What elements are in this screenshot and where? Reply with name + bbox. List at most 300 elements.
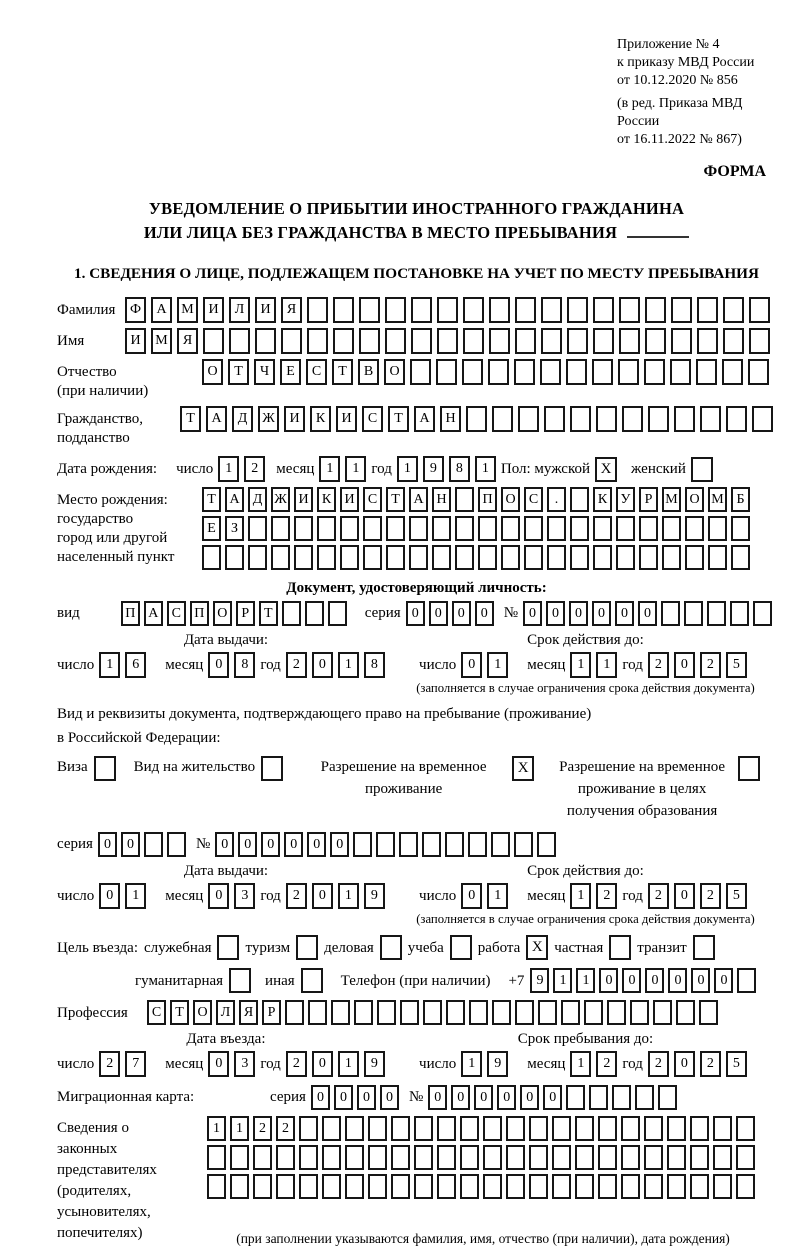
char-box[interactable] <box>700 406 721 432</box>
char-box[interactable]: О <box>685 487 704 512</box>
char-box[interactable] <box>529 1174 548 1199</box>
char-box[interactable]: 0 <box>215 832 234 857</box>
char-box[interactable] <box>736 1145 755 1170</box>
char-box[interactable]: 0 <box>475 601 494 626</box>
char-box[interactable]: 0 <box>121 832 140 857</box>
char-box[interactable]: 0 <box>714 968 733 993</box>
char-box[interactable] <box>696 359 717 385</box>
char-box[interactable]: 0 <box>429 601 448 626</box>
char-box[interactable] <box>552 1116 571 1141</box>
char-box[interactable] <box>567 328 588 354</box>
char-box[interactable] <box>488 359 509 385</box>
char-box[interactable] <box>529 1145 548 1170</box>
char-box[interactable] <box>368 1116 387 1141</box>
char-box[interactable] <box>455 545 474 570</box>
char-box[interactable] <box>723 328 744 354</box>
char-box[interactable] <box>635 1085 654 1110</box>
char-box[interactable]: 9 <box>530 968 549 993</box>
char-box[interactable] <box>253 1145 272 1170</box>
char-box[interactable] <box>690 1145 709 1170</box>
checkbox-purpose-work[interactable]: X <box>526 935 548 960</box>
checkbox-residence-permit[interactable] <box>261 756 283 781</box>
char-box[interactable] <box>644 1174 663 1199</box>
char-box[interactable]: 9 <box>364 1051 385 1077</box>
char-box[interactable] <box>276 1174 295 1199</box>
char-box[interactable] <box>455 487 474 512</box>
char-box[interactable]: 2 <box>700 883 721 909</box>
char-box[interactable]: М <box>151 328 172 354</box>
char-box[interactable] <box>671 328 692 354</box>
char-box[interactable] <box>455 516 474 541</box>
char-box[interactable] <box>271 545 290 570</box>
char-box[interactable] <box>639 545 658 570</box>
char-box[interactable]: 1 <box>570 883 591 909</box>
char-box[interactable]: 2 <box>700 652 721 678</box>
char-box[interactable] <box>598 1174 617 1199</box>
char-box[interactable] <box>460 1145 479 1170</box>
char-box[interactable] <box>570 487 589 512</box>
char-box[interactable] <box>753 601 772 626</box>
char-box[interactable] <box>229 328 250 354</box>
char-box[interactable]: Е <box>280 359 301 385</box>
char-box[interactable]: 3 <box>234 1051 255 1077</box>
char-box[interactable]: Я <box>239 1000 258 1025</box>
char-box[interactable]: 2 <box>648 1051 669 1077</box>
char-box[interactable]: И <box>284 406 305 432</box>
checkbox-purpose-private[interactable] <box>609 935 631 960</box>
char-box[interactable]: 0 <box>380 1085 399 1110</box>
char-box[interactable] <box>708 516 727 541</box>
char-box[interactable] <box>462 359 483 385</box>
char-box[interactable] <box>340 516 359 541</box>
char-box[interactable]: Н <box>440 406 461 432</box>
char-box[interactable] <box>317 516 336 541</box>
char-box[interactable]: 2 <box>648 883 669 909</box>
char-box[interactable]: П <box>478 487 497 512</box>
char-box[interactable]: 0 <box>238 832 257 857</box>
char-box[interactable] <box>333 297 354 323</box>
char-box[interactable] <box>322 1116 341 1141</box>
char-box[interactable] <box>436 359 457 385</box>
char-box[interactable] <box>328 601 347 626</box>
checkbox-purpose-tourism[interactable] <box>296 935 318 960</box>
char-box[interactable]: 0 <box>406 601 425 626</box>
checkbox-female[interactable] <box>691 457 713 482</box>
char-box[interactable] <box>607 1000 626 1025</box>
char-box[interactable] <box>540 359 561 385</box>
char-box[interactable]: Ф <box>125 297 146 323</box>
char-box[interactable]: 2 <box>276 1116 295 1141</box>
char-box[interactable] <box>294 516 313 541</box>
char-box[interactable] <box>399 832 418 857</box>
char-box[interactable]: 2 <box>286 883 307 909</box>
char-box[interactable]: Т <box>386 487 405 512</box>
char-box[interactable] <box>514 832 533 857</box>
char-box[interactable] <box>411 297 432 323</box>
char-box[interactable]: 1 <box>461 1051 482 1077</box>
char-box[interactable] <box>584 1000 603 1025</box>
char-box[interactable] <box>376 832 395 857</box>
char-box[interactable] <box>385 328 406 354</box>
char-box[interactable]: 5 <box>726 883 747 909</box>
char-box[interactable]: 2 <box>253 1116 272 1141</box>
char-box[interactable] <box>661 601 680 626</box>
char-box[interactable] <box>501 545 520 570</box>
char-box[interactable] <box>506 1145 525 1170</box>
char-box[interactable] <box>225 545 244 570</box>
char-box[interactable] <box>255 328 276 354</box>
char-box[interactable]: 9 <box>364 883 385 909</box>
char-box[interactable]: С <box>167 601 186 626</box>
char-box[interactable] <box>463 328 484 354</box>
char-box[interactable] <box>644 359 665 385</box>
char-box[interactable]: Н <box>432 487 451 512</box>
char-box[interactable]: 0 <box>261 832 280 857</box>
char-box[interactable] <box>552 1145 571 1170</box>
char-box[interactable] <box>529 1116 548 1141</box>
char-box[interactable] <box>492 406 513 432</box>
char-box[interactable]: Ч <box>254 359 275 385</box>
char-box[interactable]: 9 <box>423 456 444 482</box>
char-box[interactable]: 0 <box>208 1051 229 1077</box>
char-box[interactable]: И <box>203 297 224 323</box>
char-box[interactable] <box>699 1000 718 1025</box>
char-box[interactable] <box>501 516 520 541</box>
char-box[interactable] <box>736 1174 755 1199</box>
char-box[interactable]: П <box>190 601 209 626</box>
char-box[interactable] <box>538 1000 557 1025</box>
char-box[interactable]: 8 <box>449 456 470 482</box>
char-box[interactable] <box>354 1000 373 1025</box>
char-box[interactable]: 0 <box>668 968 687 993</box>
char-box[interactable]: 0 <box>451 1085 470 1110</box>
char-box[interactable] <box>478 516 497 541</box>
char-box[interactable] <box>616 516 635 541</box>
char-box[interactable] <box>713 1116 732 1141</box>
checkbox-purpose-official[interactable] <box>217 935 239 960</box>
char-box[interactable]: 2 <box>596 883 617 909</box>
char-box[interactable] <box>593 545 612 570</box>
char-box[interactable] <box>491 832 510 857</box>
char-box[interactable] <box>570 406 591 432</box>
char-box[interactable] <box>570 516 589 541</box>
char-box[interactable]: С <box>147 1000 166 1025</box>
char-box[interactable]: 5 <box>726 1051 747 1077</box>
char-box[interactable]: Б <box>731 487 750 512</box>
char-box[interactable] <box>345 1174 364 1199</box>
char-box[interactable]: 0 <box>638 601 657 626</box>
char-box[interactable] <box>566 359 587 385</box>
char-box[interactable]: 1 <box>207 1116 226 1141</box>
char-box[interactable]: О <box>213 601 232 626</box>
char-box[interactable]: Л <box>216 1000 235 1025</box>
char-box[interactable]: 0 <box>312 1051 333 1077</box>
char-box[interactable]: М <box>662 487 681 512</box>
char-box[interactable] <box>662 516 681 541</box>
char-box[interactable] <box>697 328 718 354</box>
char-box[interactable] <box>411 328 432 354</box>
char-box[interactable]: 0 <box>497 1085 516 1110</box>
char-box[interactable] <box>463 297 484 323</box>
char-box[interactable] <box>547 516 566 541</box>
char-box[interactable] <box>483 1145 502 1170</box>
char-box[interactable] <box>737 968 756 993</box>
char-box[interactable] <box>345 1116 364 1141</box>
char-box[interactable] <box>713 1145 732 1170</box>
char-box[interactable] <box>685 516 704 541</box>
char-box[interactable]: 1 <box>338 652 359 678</box>
char-box[interactable]: А <box>414 406 435 432</box>
char-box[interactable] <box>541 297 562 323</box>
char-box[interactable] <box>492 1000 511 1025</box>
char-box[interactable] <box>285 1000 304 1025</box>
char-box[interactable]: С <box>524 487 543 512</box>
char-box[interactable] <box>437 1116 456 1141</box>
char-box[interactable] <box>561 1000 580 1025</box>
char-box[interactable] <box>575 1116 594 1141</box>
char-box[interactable] <box>432 545 451 570</box>
char-box[interactable] <box>391 1174 410 1199</box>
char-box[interactable] <box>736 1116 755 1141</box>
char-box[interactable] <box>469 1000 488 1025</box>
char-box[interactable] <box>414 1174 433 1199</box>
checkbox-male[interactable]: X <box>595 457 617 482</box>
char-box[interactable] <box>697 297 718 323</box>
char-box[interactable] <box>723 297 744 323</box>
char-box[interactable] <box>639 516 658 541</box>
char-box[interactable] <box>308 1000 327 1025</box>
char-box[interactable]: 1 <box>487 652 508 678</box>
char-box[interactable] <box>489 297 510 323</box>
char-box[interactable]: Т <box>228 359 249 385</box>
checkbox-purpose-transit[interactable] <box>693 935 715 960</box>
char-box[interactable]: О <box>501 487 520 512</box>
char-box[interactable] <box>353 832 372 857</box>
char-box[interactable] <box>514 359 535 385</box>
char-box[interactable] <box>670 359 691 385</box>
char-box[interactable] <box>618 359 639 385</box>
char-box[interactable]: К <box>310 406 331 432</box>
char-box[interactable]: Л <box>229 297 250 323</box>
char-box[interactable] <box>359 328 380 354</box>
char-box[interactable]: 0 <box>311 1085 330 1110</box>
char-box[interactable] <box>518 406 539 432</box>
char-box[interactable] <box>437 1145 456 1170</box>
char-box[interactable]: 0 <box>546 601 565 626</box>
char-box[interactable] <box>359 297 380 323</box>
char-box[interactable]: А <box>225 487 244 512</box>
char-box[interactable] <box>299 1174 318 1199</box>
char-box[interactable] <box>644 1116 663 1141</box>
char-box[interactable] <box>391 1116 410 1141</box>
char-box[interactable]: 6 <box>125 652 146 678</box>
char-box[interactable]: 3 <box>234 883 255 909</box>
char-box[interactable]: Ж <box>271 487 290 512</box>
char-box[interactable] <box>671 297 692 323</box>
char-box[interactable]: М <box>708 487 727 512</box>
char-box[interactable] <box>722 359 743 385</box>
char-box[interactable]: 0 <box>312 652 333 678</box>
char-box[interactable] <box>446 1000 465 1025</box>
char-box[interactable] <box>684 601 703 626</box>
char-box[interactable]: Р <box>262 1000 281 1025</box>
char-box[interactable] <box>331 1000 350 1025</box>
char-box[interactable] <box>506 1116 525 1141</box>
char-box[interactable]: А <box>144 601 163 626</box>
char-box[interactable] <box>593 328 614 354</box>
char-box[interactable] <box>575 1174 594 1199</box>
char-box[interactable]: 1 <box>338 1051 359 1077</box>
char-box[interactable]: 1 <box>570 652 591 678</box>
char-box[interactable]: 2 <box>648 652 669 678</box>
char-box[interactable] <box>305 601 324 626</box>
char-box[interactable] <box>524 516 543 541</box>
checkbox-purpose-business[interactable] <box>380 935 402 960</box>
char-box[interactable]: 8 <box>234 652 255 678</box>
char-box[interactable] <box>466 406 487 432</box>
char-box[interactable] <box>598 1116 617 1141</box>
char-box[interactable]: К <box>593 487 612 512</box>
char-box[interactable] <box>593 516 612 541</box>
char-box[interactable] <box>422 832 441 857</box>
char-box[interactable]: Я <box>177 328 198 354</box>
char-box[interactable] <box>570 545 589 570</box>
char-box[interactable] <box>414 1145 433 1170</box>
char-box[interactable] <box>648 406 669 432</box>
char-box[interactable] <box>410 359 431 385</box>
char-box[interactable]: 9 <box>487 1051 508 1077</box>
char-box[interactable]: К <box>317 487 336 512</box>
char-box[interactable] <box>333 328 354 354</box>
char-box[interactable]: С <box>306 359 327 385</box>
char-box[interactable]: 0 <box>523 601 542 626</box>
char-box[interactable] <box>506 1174 525 1199</box>
char-box[interactable]: 1 <box>230 1116 249 1141</box>
char-box[interactable] <box>593 297 614 323</box>
char-box[interactable] <box>307 297 328 323</box>
char-box[interactable] <box>726 406 747 432</box>
char-box[interactable]: Д <box>232 406 253 432</box>
char-box[interactable] <box>414 1116 433 1141</box>
char-box[interactable]: С <box>362 406 383 432</box>
char-box[interactable] <box>731 516 750 541</box>
char-box[interactable] <box>483 1116 502 1141</box>
char-box[interactable]: И <box>336 406 357 432</box>
char-box[interactable] <box>489 328 510 354</box>
char-box[interactable] <box>207 1145 226 1170</box>
char-box[interactable] <box>537 832 556 857</box>
char-box[interactable]: 1 <box>345 456 366 482</box>
char-box[interactable]: 0 <box>622 968 641 993</box>
char-box[interactable] <box>667 1174 686 1199</box>
char-box[interactable]: А <box>409 487 428 512</box>
char-box[interactable] <box>674 406 695 432</box>
char-box[interactable]: 0 <box>208 883 229 909</box>
char-box[interactable] <box>432 516 451 541</box>
char-box[interactable]: 2 <box>286 1051 307 1077</box>
char-box[interactable]: 0 <box>357 1085 376 1110</box>
char-box[interactable] <box>299 1145 318 1170</box>
char-box[interactable] <box>377 1000 396 1025</box>
char-box[interactable] <box>478 545 497 570</box>
char-box[interactable]: С <box>363 487 382 512</box>
char-box[interactable] <box>363 545 382 570</box>
char-box[interactable]: 0 <box>674 1051 695 1077</box>
char-box[interactable] <box>203 328 224 354</box>
char-box[interactable]: 0 <box>543 1085 562 1110</box>
char-box[interactable] <box>253 1174 272 1199</box>
char-box[interactable] <box>368 1145 387 1170</box>
char-box[interactable] <box>707 601 726 626</box>
char-box[interactable] <box>621 1174 640 1199</box>
char-box[interactable] <box>589 1085 608 1110</box>
char-box[interactable] <box>653 1000 672 1025</box>
char-box[interactable] <box>363 516 382 541</box>
char-box[interactable] <box>202 545 221 570</box>
char-box[interactable]: 0 <box>312 883 333 909</box>
char-box[interactable]: 1 <box>570 1051 591 1077</box>
char-box[interactable] <box>276 1145 295 1170</box>
char-box[interactable] <box>460 1116 479 1141</box>
char-box[interactable]: 0 <box>208 652 229 678</box>
char-box[interactable]: В <box>358 359 379 385</box>
char-box[interactable]: 7 <box>125 1051 146 1077</box>
char-box[interactable]: 0 <box>99 883 120 909</box>
char-box[interactable] <box>445 832 464 857</box>
char-box[interactable] <box>667 1145 686 1170</box>
char-box[interactable]: А <box>206 406 227 432</box>
char-box[interactable]: 1 <box>338 883 359 909</box>
char-box[interactable] <box>644 1145 663 1170</box>
char-box[interactable] <box>385 297 406 323</box>
char-box[interactable] <box>483 1174 502 1199</box>
char-box[interactable] <box>345 1145 364 1170</box>
char-box[interactable]: 0 <box>307 832 326 857</box>
char-box[interactable] <box>460 1174 479 1199</box>
char-box[interactable] <box>713 1174 732 1199</box>
char-box[interactable]: 0 <box>691 968 710 993</box>
char-box[interactable] <box>468 832 487 857</box>
char-box[interactable]: 0 <box>428 1085 447 1110</box>
char-box[interactable]: О <box>193 1000 212 1025</box>
char-box[interactable]: Т <box>180 406 201 432</box>
char-box[interactable]: 1 <box>397 456 418 482</box>
char-box[interactable] <box>281 328 302 354</box>
checkbox-temp-residence-education[interactable] <box>738 756 760 781</box>
char-box[interactable] <box>409 545 428 570</box>
char-box[interactable]: Р <box>236 601 255 626</box>
char-box[interactable] <box>749 297 770 323</box>
char-box[interactable]: Т <box>170 1000 189 1025</box>
char-box[interactable] <box>322 1145 341 1170</box>
char-box[interactable]: 0 <box>330 832 349 857</box>
char-box[interactable]: И <box>340 487 359 512</box>
char-box[interactable] <box>248 545 267 570</box>
checkbox-visa[interactable] <box>94 756 116 781</box>
char-box[interactable] <box>658 1085 677 1110</box>
char-box[interactable]: 1 <box>596 652 617 678</box>
char-box[interactable] <box>630 1000 649 1025</box>
char-box[interactable]: Д <box>248 487 267 512</box>
char-box[interactable] <box>592 359 613 385</box>
checkbox-temp-residence[interactable]: X <box>512 756 534 781</box>
char-box[interactable] <box>612 1085 631 1110</box>
char-box[interactable]: З <box>225 516 244 541</box>
char-box[interactable]: Т <box>202 487 221 512</box>
char-box[interactable] <box>400 1000 419 1025</box>
char-box[interactable]: 8 <box>364 652 385 678</box>
char-box[interactable]: Т <box>259 601 278 626</box>
